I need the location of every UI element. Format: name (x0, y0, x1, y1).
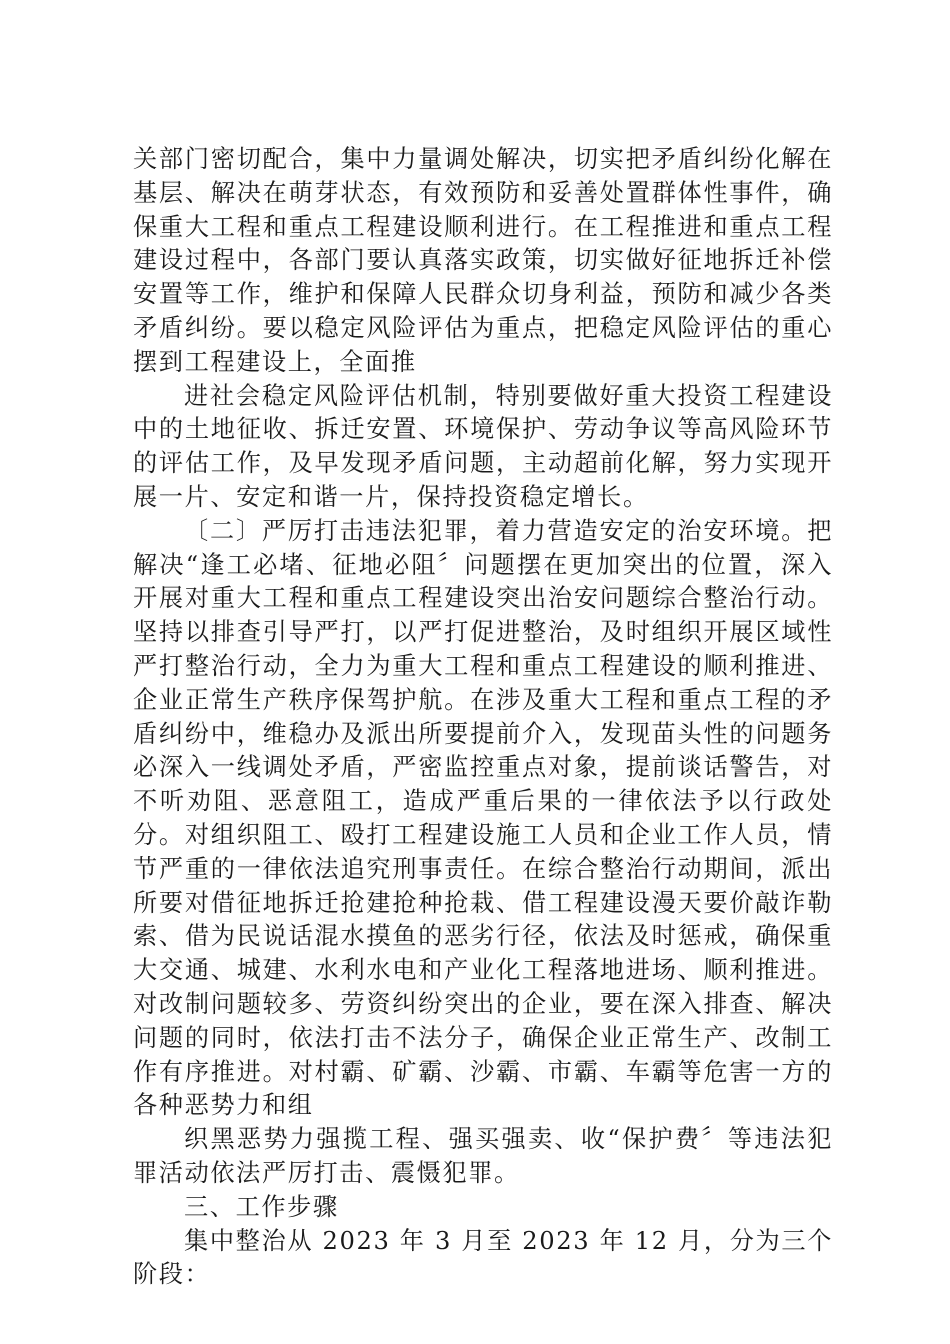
section-heading-work-steps: 三、工作步骤 (184, 1192, 339, 1221)
paragraph-risk-assessment: 进社会稳定风险评估机制，特别要做好重大投资工程建设中的土地征收、拆迁安置、环境保护、劳动争议等高风险环节的评估工作，及早发现矛盾问题，主动超前化解，努力实现开展一片、安定和谐一片，保持投资稳定增长。 (133, 381, 833, 511)
paragraph-coordination: 关部门密切配合，集中力量调处解决，切实把矛盾纠纷化解在基层、解决在萌芽状态，有效预防和妥善处置群体性事件，确保重大工程和重点工程建设顺利进行。在工程推进和重点工程建设过程中，各部门要认真落实政策，切实做好征地拆迁补偿安置等工作，维护和保障人民群众切身利益，预防和减少各类矛盾纠纷。要以稳定风险评估为重点，把稳定风险评估的重心摆到工程建设上，全面推 (133, 145, 833, 376)
document-body (133, 143, 833, 1292)
paragraph-crackdown: 〔二〕严厉打击违法犯罪，着力营造安定的治安环境。把解决“逢工必堵、征地必阻〞问题摆在更加突出的位置，深入开展对重大工程和重点工程建设突出治安问题综合整治行动。坚持以排查引导严打，以严打促进整治，及时组织开展区域性严打整治行动，全力为重大工程和重点工程建设的顺利推进、企业正常生产秩序保驾护航。在涉及重大工程和重点工程的矛盾纠纷中，维稳办及派出所要提前介入，发现苗头性的问题务必深入一线调处矛盾，严密监控重点对象，提前谈话警告，对不听劝阻、恶意阻工，造成严重后果的一律依法予以行政处分。对组织阻工、殴打工程建设施工人员和企业工作人员，情节严重的一律依法追究刑事责任。在综合整治行动期间，派出所要对借征地拆迁抢建抢种抢栽、借工程建设漫天要价敲诈勒索、借为民说话混水摸鱼的恶劣行径，依法及时惩戒，确保重大交通、城建、水利水电和产业化工程落地进场、顺利推进。对改制问题较多、劳资纠纷突出的企业，要在深入排查、解决问题的同时，依法打击不法分子，确保企业正常生产、改制工作有序推进。对村霸、矿霸、沙霸、市霸、车霸等危害一方的各种恶势力和组 (133, 516, 833, 1120)
paragraph-gang-crime: 织黑恶势力强揽工程、强买强卖、收“保护费〞等违法犯罪活动依法严厉打击、震慑犯罪。 (133, 1125, 833, 1187)
paragraph-timeline: 集中整治从 2023 年 3 月至 2023 年 12 月，分为三个阶段： (133, 1226, 833, 1289)
